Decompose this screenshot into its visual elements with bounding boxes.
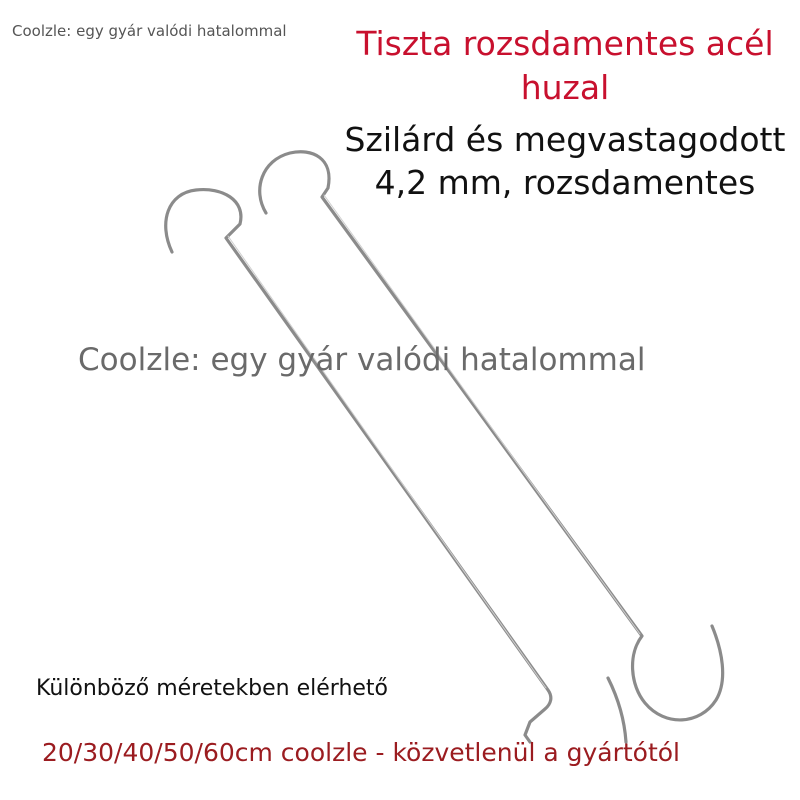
right-s-hook-highlight xyxy=(324,195,640,634)
left-s-hook xyxy=(166,190,551,742)
watermark-top: Coolzle: egy gyár valódi hatalommal xyxy=(12,22,287,40)
title-red: Tiszta rozsdamentes acél huzal xyxy=(356,24,774,107)
watermark-center: Coolzle: egy gyár valódi hatalommal xyxy=(78,342,646,378)
left-s-hook-highlight xyxy=(228,236,546,688)
sizes-text: 20/30/40/50/60cm coolzle - közvetlenül a gyártótól xyxy=(42,738,681,767)
title-black: Szilárd és megvastagodott 4,2 mm, rozsdamentes xyxy=(344,120,786,202)
sizes-label: Különböző méretekben elérhető xyxy=(36,676,389,701)
right-s-hook xyxy=(260,152,723,742)
